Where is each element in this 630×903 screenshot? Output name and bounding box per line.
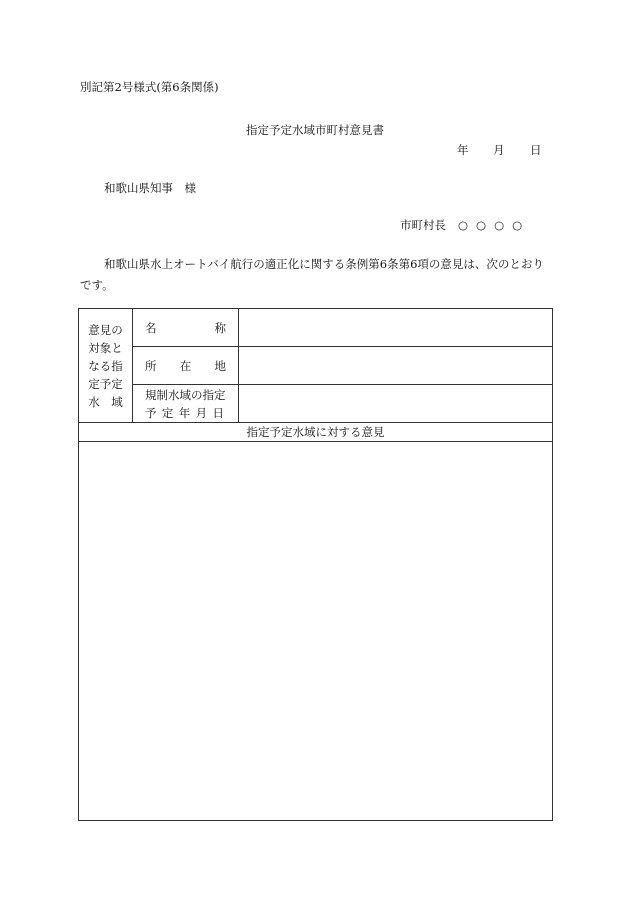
location-field[interactable] [239,347,553,385]
label-char: 月 [195,405,208,420]
label-char: 地 [214,358,226,373]
planned-date-field[interactable] [239,385,553,423]
subject-label-line: 意見の [88,322,123,337]
label-char: 在 [179,358,192,373]
date-year-label: 年 [457,143,469,157]
subject-label-line: 水 域 [88,394,123,409]
opinion-header: 指定予定水域に対する意見 [79,423,553,442]
label-char: 定 [161,405,174,420]
name-label-cell [133,309,239,347]
mayor-name-placeholder: ○○○○ [458,218,531,232]
label-char: 称 [214,320,226,335]
planned-date-label-cell [133,385,239,423]
date-month-label: 月 [493,143,505,157]
name-label [145,319,226,337]
label-char: 所 [145,358,157,373]
subject-label-line: なる指 [88,358,123,373]
date-day-label: 日 [530,143,542,157]
subject-label-line: 対象と [88,340,123,355]
opinion-form-table [78,308,553,821]
body-text: 和歌山県水上オートバイ航行の適正化に関する条例第6条第6項の意見は、次のとおりです。 [80,257,544,292]
label-char: 名 [145,320,157,335]
location-label [145,357,226,375]
label-char: 年 [178,405,191,420]
label-char: 予 [145,405,157,420]
planned-date-label-line1: 規制水域の指定 [145,387,226,402]
planned-date-label-line2 [145,404,226,422]
mayor-label: 市町村長 [400,218,446,232]
addressee: 和歌山県知事 様 [104,181,196,195]
document-title: 指定予定水域市町村意見書 [246,123,384,137]
subject-label-line: 定予定 [88,376,123,391]
opinion-field[interactable] [79,442,553,821]
form-number: 別記第2号様式(第6条関係) [80,80,219,94]
subject-label-cell [79,309,133,423]
name-field[interactable] [239,309,553,347]
label-char: 日 [212,405,224,420]
location-label-cell [133,347,239,385]
